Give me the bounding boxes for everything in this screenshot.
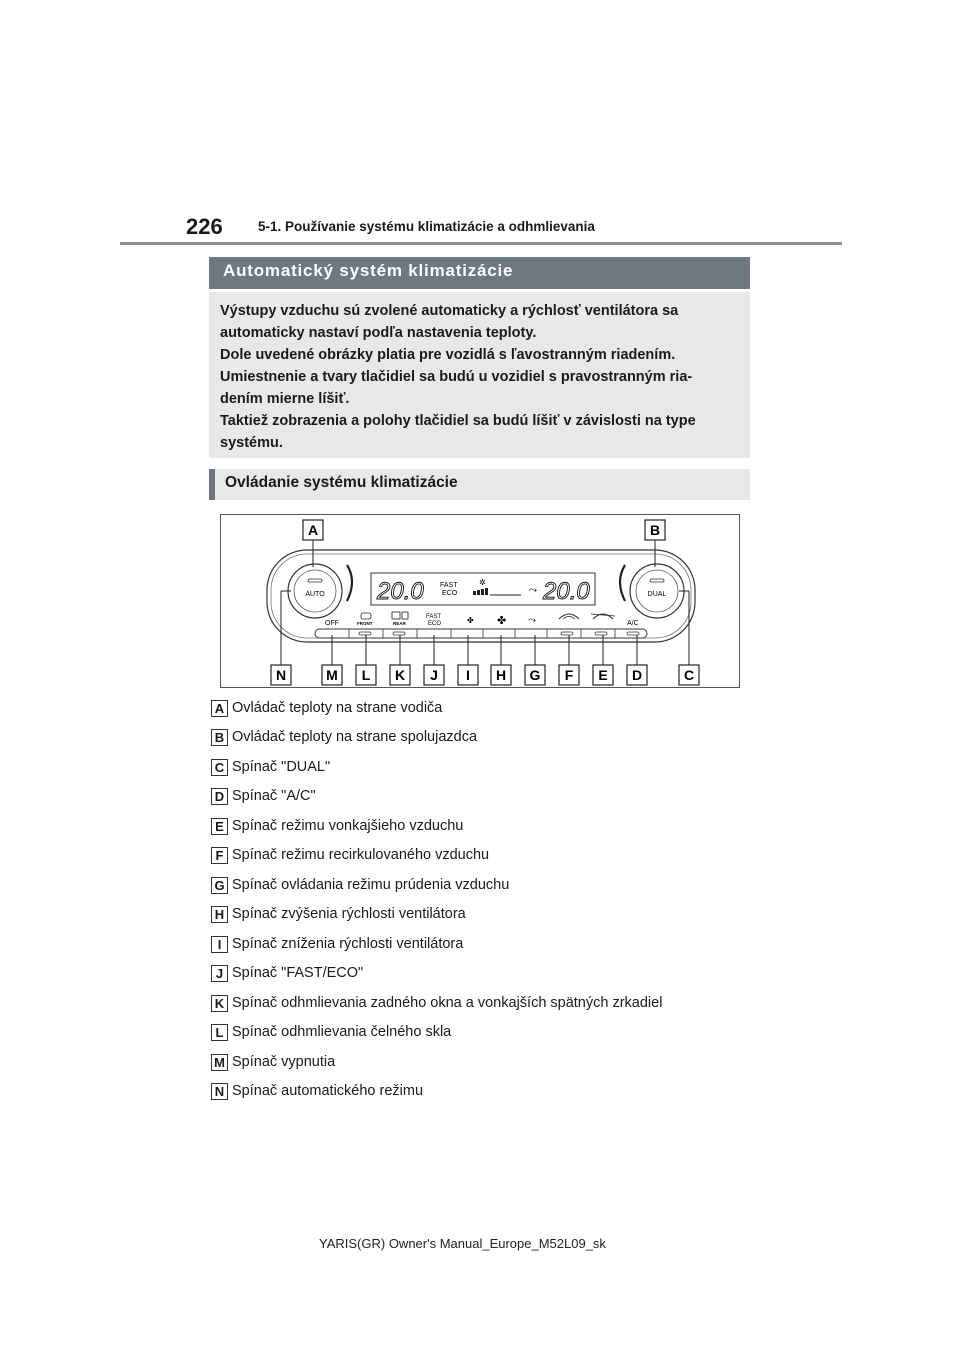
legend-text: Spínač odhmlievania čelného skla: [232, 1024, 452, 1040]
climate-control-panel-figure: [220, 514, 740, 688]
svg-text:N: N: [275, 667, 287, 683]
subsection-heading: [209, 469, 750, 500]
outside-air-icon: [591, 614, 615, 619]
intro-line: automaticky nastaví podľa nastavenia teploty.: [220, 325, 537, 341]
legend-key: K: [211, 995, 228, 1012]
left-temperature-knob: [288, 564, 342, 618]
legend-text: Spínač režimu recirkulovaného vzduchu: [232, 847, 490, 863]
legend-key: A: [211, 700, 228, 717]
off-label: OFF: [325, 620, 339, 627]
legend-text: Spínač zvýšenia rýchlosti ventilátora: [232, 906, 466, 922]
ac-label: A/C: [627, 620, 639, 627]
legend-text: Ovládač teploty na strane vodiča: [232, 700, 443, 716]
svg-text:L: L: [361, 667, 371, 683]
svg-text:REAR: REAR: [393, 621, 406, 626]
left-bracket: [347, 565, 352, 601]
svg-text:FRONT: FRONT: [357, 621, 373, 626]
dual-label: DUAL: [647, 591, 667, 598]
chapter-title: 5-1. Používanie systému klimatizácie a odhmlievania: [258, 219, 595, 234]
svg-text:C: C: [683, 667, 695, 683]
intro-line: Umiestnenie a tvary tlačidiel sa budú u vozidiel s pravostranným ria-: [220, 369, 693, 385]
svg-text:H: H: [495, 667, 507, 683]
legend-key: B: [211, 729, 228, 746]
svg-text:E: E: [598, 667, 608, 683]
legend-key: H: [211, 906, 228, 923]
climate-panel-illustration: [221, 515, 741, 689]
section-title-bar: [209, 257, 750, 289]
header-rule: [120, 242, 842, 245]
eco-label: ECO: [428, 621, 442, 627]
svg-text:A: A: [307, 522, 319, 538]
legend-key: D: [211, 788, 228, 805]
intro-line: Výstupy vzduchu sú zvolené automaticky a rýchlosť ventilátora sa: [220, 303, 679, 319]
legend-key: F: [211, 847, 228, 864]
svg-text:I: I: [466, 667, 470, 683]
front-defog-icon: [357, 613, 373, 626]
legend-text: Spínač režimu vonkajšieho vzduchu: [232, 818, 464, 834]
recirculation-icon: [559, 614, 579, 619]
legend-key: I: [211, 936, 228, 953]
intro-line: dením mierne líšiť.: [220, 391, 350, 407]
legend-key: G: [211, 877, 228, 894]
legend-text: Spínač ovládania režimu prúdenia vzduchu: [232, 877, 510, 893]
intro-line: systému.: [220, 435, 283, 451]
fast-eco-readout-fast: FAST: [440, 582, 458, 589]
legend-key: E: [211, 818, 228, 835]
legend-text: Spínač "A/C": [232, 788, 316, 804]
fan-down-icon: ✤: [467, 616, 474, 625]
subsection-title: Ovládanie systému klimatizácie: [225, 474, 458, 491]
legend-key: C: [211, 759, 228, 776]
right-temp-readout: 20.0: [543, 578, 590, 605]
auto-label: AUTO: [305, 591, 325, 598]
svg-text:D: D: [631, 667, 643, 683]
legend-text: Spínač automatického režimu: [232, 1083, 424, 1099]
svg-text:F: F: [564, 667, 574, 683]
left-temp-readout: 20.0: [377, 578, 424, 605]
callout-a: [303, 520, 323, 567]
fast-label: FAST: [426, 614, 442, 620]
svg-text:✲: ✲: [479, 578, 486, 587]
svg-text:J: J: [430, 667, 438, 683]
legend-text: Spínač odhmlievania zadného okna a vonkajších spätných zrkadiel: [232, 995, 663, 1011]
legend-key: J: [211, 965, 228, 982]
callout-c: [679, 591, 699, 685]
airflow-mode-icon: ⤳: [529, 585, 537, 596]
legend-text: Spínač "DUAL": [232, 759, 331, 775]
footer-text: YARIS(GR) Owner's Manual_Europe_M52L09_sk: [319, 1236, 606, 1251]
svg-text:K: K: [394, 667, 406, 683]
svg-text:G: G: [529, 667, 541, 683]
callout-b: [645, 520, 665, 567]
svg-text:B: B: [649, 522, 661, 538]
button-strip: [315, 629, 647, 638]
fan-level-indicator: [473, 578, 521, 595]
fast-eco-readout-eco: ECO: [442, 590, 458, 597]
intro-line: Taktiež zobrazenia a polohy tlačidiel sa budú líšiť v závislosti na type: [220, 413, 696, 429]
legend-text: Spínač zníženia rýchlosti ventilátora: [232, 936, 464, 952]
legend-key: N: [211, 1083, 228, 1100]
page-number: 226: [186, 214, 223, 239]
svg-text:M: M: [326, 667, 338, 683]
legend-text: Spínač "FAST/ECO": [232, 965, 364, 981]
intro-box: [209, 292, 750, 458]
legend-text: Ovládač teploty na strane spolujazdca: [232, 729, 478, 745]
fan-up-icon: ✤: [497, 614, 507, 627]
legend-key: M: [211, 1054, 228, 1071]
intro-line: Dole uvedené obrázky platia pre vozidlá s ľavostranným riadením.: [220, 347, 676, 363]
rear-defog-icon: [392, 612, 408, 626]
right-bracket: [620, 565, 625, 601]
legend-key: L: [211, 1024, 228, 1041]
legend-text: Spínač vypnutia: [232, 1054, 336, 1070]
airflow-mode-button-icon: ⤳: [528, 615, 536, 626]
right-temperature-knob: [630, 564, 684, 618]
section-title: Automatický systém klimatizácie: [223, 261, 514, 280]
